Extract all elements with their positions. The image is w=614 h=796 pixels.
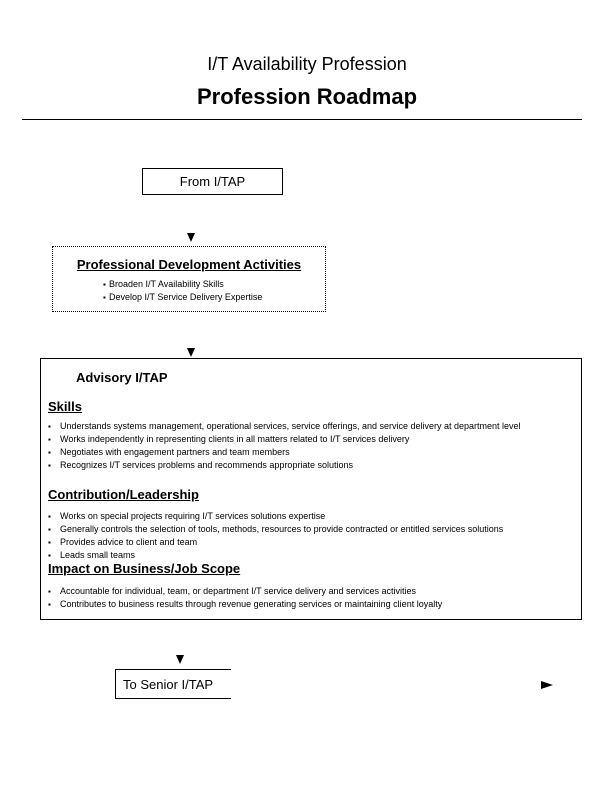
impact-list: [54, 585, 576, 611]
to-senior-itap-label: To Senior I/TAP: [123, 676, 214, 692]
advisory-itap-title: Advisory I/TAP: [76, 370, 168, 385]
list-item: ▪ Understands systems management, operational services, service offerings, and service delivery at department level: [54, 420, 576, 433]
list-item: ▪ Recognizes I/T services problems and recommends appropriate solutions: [54, 459, 576, 472]
list-item: ▪ Contributes to business results through revenue generating services or maintaining client loyalty: [54, 598, 576, 611]
arrow-right-icon: [541, 681, 553, 689]
list-item: ▪ Generally controls the selection of tools, methods, resources to provide contracted or entitled services solutions: [54, 523, 579, 536]
skills-list: [54, 420, 576, 472]
list-item: ▪ Broaden I/T Availability Skills: [103, 278, 262, 291]
list-item: ▪ Negotiates with engagement partners and team members: [54, 446, 576, 459]
contribution-heading: Contribution/Leadership: [48, 487, 199, 502]
arrow-down-icon: [176, 655, 184, 664]
to-senior-itap-box: [115, 669, 231, 699]
arrow-down-icon: [187, 348, 195, 357]
list-item: ▪ Works independently in representing clients in all matters related to I/T services delivery: [54, 433, 576, 446]
from-itap-label: From I/TAP: [179, 174, 246, 189]
header-divider: [22, 119, 582, 120]
from-itap-box: [142, 168, 283, 195]
professional-development-box: [52, 246, 326, 312]
list-item: ▪ Provides advice to client and team: [54, 536, 579, 549]
impact-heading: Impact on Business/Job Scope: [48, 561, 241, 576]
arrow-down-icon: [187, 233, 195, 242]
contribution-list: [54, 510, 579, 562]
list-item: ▪ Accountable for individual, team, or department I/T service delivery and services activities: [54, 585, 576, 598]
professional-development-title: Professional Development Activities: [76, 257, 302, 272]
professional-development-list: [103, 278, 262, 304]
list-item: ▪ Works on special projects requiring I/T services solutions expertise: [54, 510, 579, 523]
page-title: Profession Roadmap: [196, 84, 418, 109]
page-subtitle: I/T Availability Profession: [207, 54, 407, 74]
skills-heading: Skills: [48, 399, 82, 414]
advisory-itap-box: [40, 358, 582, 620]
list-item: ▪ Develop I/T Service Delivery Expertise: [103, 291, 262, 304]
list-item: ▪ Leads small teams: [54, 549, 579, 562]
